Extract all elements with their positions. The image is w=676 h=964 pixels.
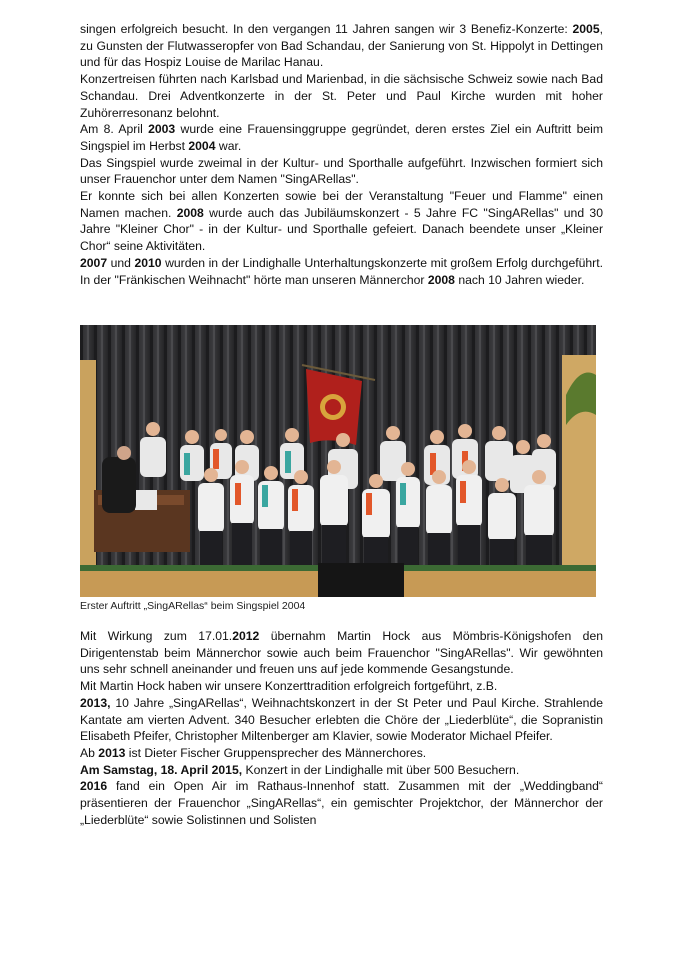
paragraph: [80, 155, 603, 188]
paragraph: [80, 762, 603, 779]
text-run: nach 10 Jahren wieder.: [454, 272, 585, 287]
text-run: Ab: [80, 745, 99, 760]
bold-text: 2016: [80, 779, 108, 794]
text-run: und: [107, 255, 135, 270]
paragraph: [80, 71, 603, 121]
text-run: ist Dieter Fischer Gruppensprecher des Männerchores.: [125, 745, 427, 760]
text-run: singen erfolgreich besucht. In den vergangen 11 Jahren sangen wir 3 Benefiz-Konzerte:: [80, 22, 573, 36]
text-run: Das Singspiel wurde zweimal in der Kultur- und Sporthalle aufgeführt. Inzwischen formiert sich unser Frauenchor unter dem Namen "SingARellas".: [80, 155, 603, 187]
bold-text: Am Samstag, 18. April 2015,: [80, 762, 243, 777]
text-run: fand ein Open Air im Rathaus-Innenhof statt. Zusammen mit der „Weddingband“ präsentieren der Frauenchor „SingARellas“, ein gemischter Projektchor, der Männerchor der „Liederblüte“ sowie Solistinnen und Solisten: [80, 779, 603, 827]
paragraph: [80, 678, 603, 695]
text-run: Mit Wirkung zum 17.01.: [80, 629, 233, 643]
paragraph: [80, 695, 603, 745]
bold-text: 2013,: [80, 695, 111, 710]
text-block-bottom: [80, 628, 603, 828]
text-run: war.: [215, 138, 242, 153]
bold-text: 2010: [134, 255, 162, 270]
text-run: Mit Martin Hock haben wir unsere Konzerttradition erfolgreich fortgeführt, z.B.: [80, 679, 498, 694]
text-run: Am 8. April: [80, 122, 149, 137]
photo-caption: Erster Auftritt „SingARellas“ beim Singspiel 2004: [80, 600, 306, 612]
paragraph: [80, 255, 603, 288]
text-run: Konzert in der Lindighalle mit über 500 Besuchern.: [242, 762, 520, 777]
paragraph: [80, 121, 603, 154]
bold-text: 2013: [98, 745, 126, 760]
paragraph: [80, 778, 603, 828]
text-run: übernahm Martin Hock aus Mömbris-Königshofen den Dirigentenstab beim Männerchor sowie auch beim Frauenchor "SingARellas". Wir gewöhnten uns sehr schnell aneinander und freuen uns auf jede kommende Gesangstunde.: [80, 629, 603, 677]
choir-stage-photo: [80, 325, 596, 597]
text-block-top: [80, 21, 603, 288]
text-run: Konzertreisen führten nach Karlsbad und Marienbad, in die sächsische Schweiz sowie nach Bad Schandau. Drei Adventkonzerte in der St. Peter und Paul Kirche wurden mit hoher Zuhörerresonanz belohnt.: [80, 72, 603, 120]
text-run: , zu Gunsten der Flutwasseropfer von Bad Schandau, der Sanierung von St. Hippolyt in Dettingen und für das Hospiz Louise de Marilac Hanau.: [80, 22, 603, 70]
paragraph: [80, 21, 603, 71]
paragraph: [80, 628, 603, 678]
bold-text: 2004: [188, 138, 216, 153]
bold-text: 2012: [232, 629, 260, 643]
choir-photo-illustration: [80, 325, 596, 597]
bold-text: 2003: [148, 122, 176, 137]
bold-text: 2005: [572, 22, 600, 36]
text-run: 10 Jahre „SingARellas“, Weihnachtskonzert in der St Peter und Paul Kirche. Strahlende Kantate am vierten Advent. 340 Besucher erlebten die Chöre der „Liederblüte“, die Sopranistin Elisabeth Pfeifer, Christopher Miltenberger am Klavier, sowie Moderator Michael Pfeifer.: [80, 695, 603, 744]
paragraph: [80, 745, 603, 762]
text-run: wurde auch das Jubiläumskonzert - 5 Jahre FC "SingARellas" und 30 Jahre "Kleiner Chor" - in der Kultur- und Sporthalle gefeiert. Danach beendete unser „Kleiner Chor“ seine Aktivitäten.: [80, 205, 603, 254]
paragraph: [80, 188, 603, 255]
bold-text: 2008: [427, 272, 455, 287]
bold-text: 2007: [80, 255, 108, 270]
text-run: Er konnte sich bei allen Konzerten sowie bei der Veranstaltung "Feuer und Flamme" einen Namen machen.: [80, 189, 603, 220]
text-run: wurde eine Frauensinggruppe gegründet, deren erstes Ziel ein Auftritt beim Singspiel im Herbst: [80, 122, 603, 153]
bold-text: 2008: [176, 205, 204, 220]
text-run: wurden in der Lindighalle Unterhaltungskonzerte mit großem Erfolg durchgeführt. In der "Fränkischen Weihnacht" hörte man unseren Männerchor: [80, 255, 603, 287]
